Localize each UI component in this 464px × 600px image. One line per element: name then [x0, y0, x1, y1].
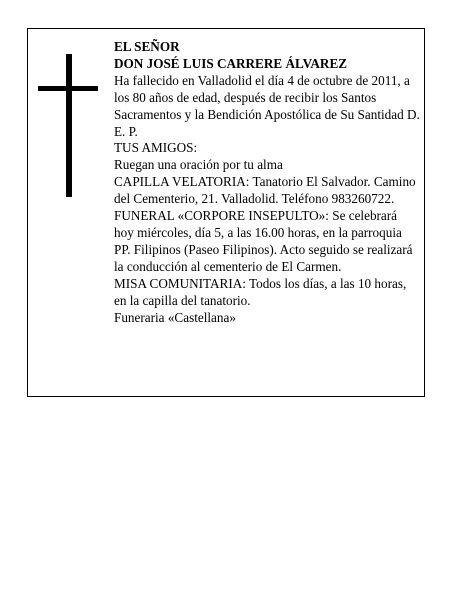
- mass-info: MISA COMUNITARIA: Todos los días, a las 10 horas, en la capilla del tanatorio.: [114, 275, 407, 308]
- obituary-text: [114, 39, 420, 326]
- funeral-info: FUNERAL «CORPORE INSEPULTO»: Se celebrará hoy miércoles, día 5, a las 16.00 horas, en la parroquia PP. Filipinos (Paseo Filipinos). Acto seguido se realizará la conducción al cementerio de El Carmen.: [114, 208, 413, 274]
- cross-vertical-bar: [66, 54, 72, 197]
- chapel-info: CAPILLA VELATORIA: Tanatorio El Salvador. Camino del Cementerio, 21. Valladolid. Teléfono 983260722.: [114, 174, 416, 207]
- deceased-name: DON JOSÉ LUIS CARRERE ÁLVAREZ: [114, 55, 348, 71]
- cross-horizontal-bar: [38, 86, 98, 91]
- friends-label: TUS AMIGOS:: [114, 140, 198, 156]
- cross-icon: [38, 54, 98, 197]
- death-announcement: Ha fallecido en Valladolid el día 4 de octubre de 2011, a los 80 años de edad, después de recibir los Santos Sacramentos y la Bendición Apostólica de Su Santidad D. E. P.: [114, 72, 420, 139]
- funeral-home: Funeraria «Castellana»: [114, 309, 236, 325]
- notice-title: EL SEÑOR: [114, 39, 180, 54]
- prayer-request: Ruegan una oración por tu alma: [114, 157, 283, 173]
